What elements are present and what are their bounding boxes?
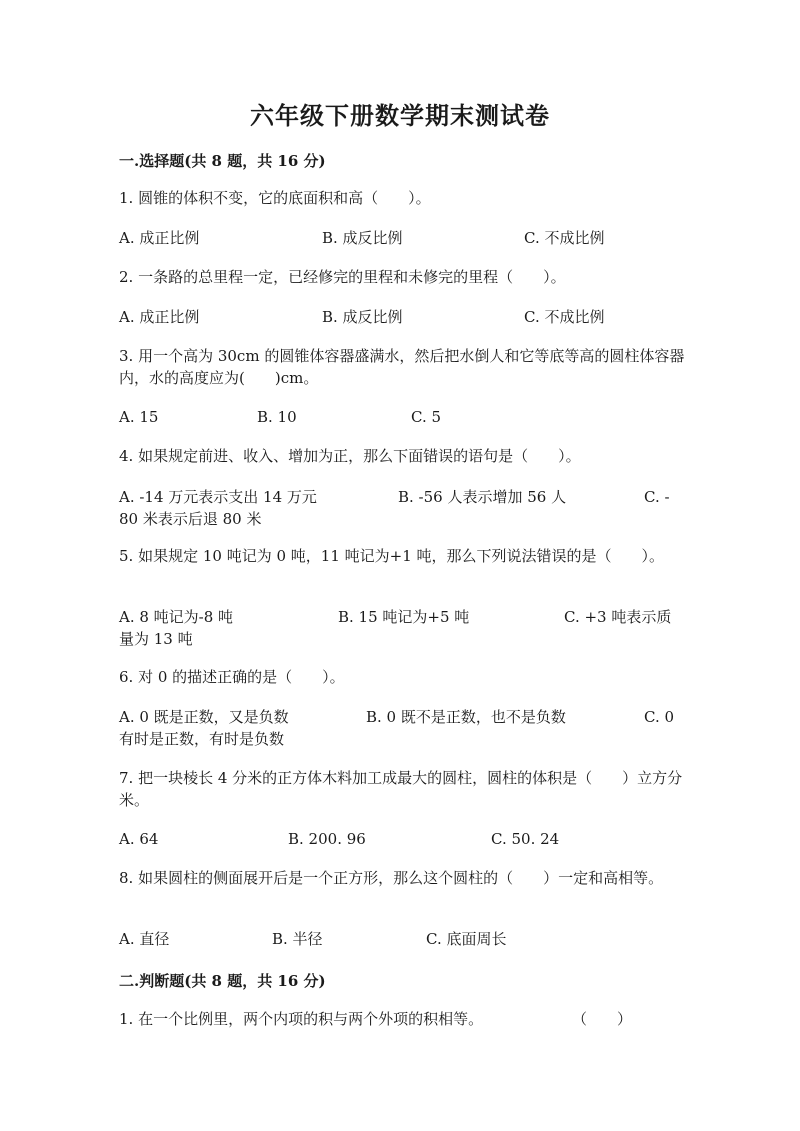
q6-option-c-continued: 有时是正数，有时是负数 xyxy=(119,730,285,748)
section-heading-choice: 一.选择题(共 8 题，共 16 分) xyxy=(119,152,326,170)
q7-option-a: A. 64 xyxy=(119,830,159,848)
judgement-1-answer-blank: （ ） xyxy=(572,1010,633,1028)
q1-option-b: B. 成反比例 xyxy=(322,229,403,247)
q1-option-c: C. 不成比例 xyxy=(524,229,605,247)
q2-option-a: A. 成正比例 xyxy=(119,308,200,326)
question-4: 4. 如果规定前进、收入、增加为正，那么下面错误的语句是（ ）。 xyxy=(119,447,581,465)
question-3: 3. 用一个高为 30cm 的圆锥体容器盛满水，然后把水倒人和它等底等高的圆柱体容器内，水的高度应为( )cm。 xyxy=(119,347,685,387)
q6-option-b: B. 0 既不是正数，也不是负数 xyxy=(366,708,566,726)
q2-option-b: B. 成反比例 xyxy=(322,308,403,326)
q4-option-a: A. -14 万元表示支出 14 万元 xyxy=(119,488,317,506)
q7-option-c: C. 50. 24 xyxy=(491,830,560,848)
q7-option-b: B. 200. 96 xyxy=(288,830,366,848)
q5-option-c: C. +3 吨表示质 xyxy=(564,608,672,626)
q4-option-c: C. - xyxy=(644,488,670,506)
q8-option-b: B. 半径 xyxy=(272,930,323,948)
q2-option-c: C. 不成比例 xyxy=(524,308,605,326)
q5-option-a: A. 8 吨记为-8 吨 xyxy=(119,608,234,626)
q6-option-a: A. 0 既是正数，又是负数 xyxy=(119,708,289,726)
question-5: 5. 如果规定 10 吨记为 0 吨，11 吨记为+1 吨，那么下列说法错误的是（ ）。 xyxy=(119,547,665,565)
section-heading-judgement: 二.判断题(共 8 题，共 16 分) xyxy=(119,972,326,990)
q6-option-c: C. 0 xyxy=(644,708,675,726)
question-2: 2. 一条路的总里程一定，已经修完的里程和未修完的里程（ ）。 xyxy=(119,268,566,286)
q5-option-c-continued: 量为 13 吨 xyxy=(119,630,193,648)
q3-option-b: B. 10 xyxy=(257,408,297,426)
judgement-1: 1. 在一个比例里，两个内项的积与两个外项的积相等。 xyxy=(119,1010,484,1028)
q1-option-a: A. 成正比例 xyxy=(119,229,200,247)
question-8: 8. 如果圆柱的侧面展开后是一个正方形，那么这个圆柱的（ ）一定和高相等。 xyxy=(119,869,664,887)
q8-option-a: A. 直径 xyxy=(119,930,170,948)
question-1: 1. 圆锥的体积不变，它的底面积和高（ ）。 xyxy=(119,189,431,207)
q3-option-c: C. 5 xyxy=(411,408,442,426)
q4-option-b: B. -56 人表示增加 56 人 xyxy=(398,488,567,506)
question-7: 7. 把一块棱长 4 分米的正方体木料加工成最大的圆柱，圆柱的体积是（ ）立方分米。 xyxy=(119,769,683,809)
question-6: 6. 对 0 的描述正确的是（ ）。 xyxy=(119,668,345,686)
q3-option-a: A. 15 xyxy=(119,408,159,426)
q4-option-c-continued: 80 米表示后退 80 米 xyxy=(119,510,262,528)
q5-option-b: B. 15 吨记为+5 吨 xyxy=(338,608,470,626)
page-title: 六年级下册数学期末测试卷 xyxy=(250,101,550,130)
q8-option-c: C. 底面周长 xyxy=(426,930,507,948)
